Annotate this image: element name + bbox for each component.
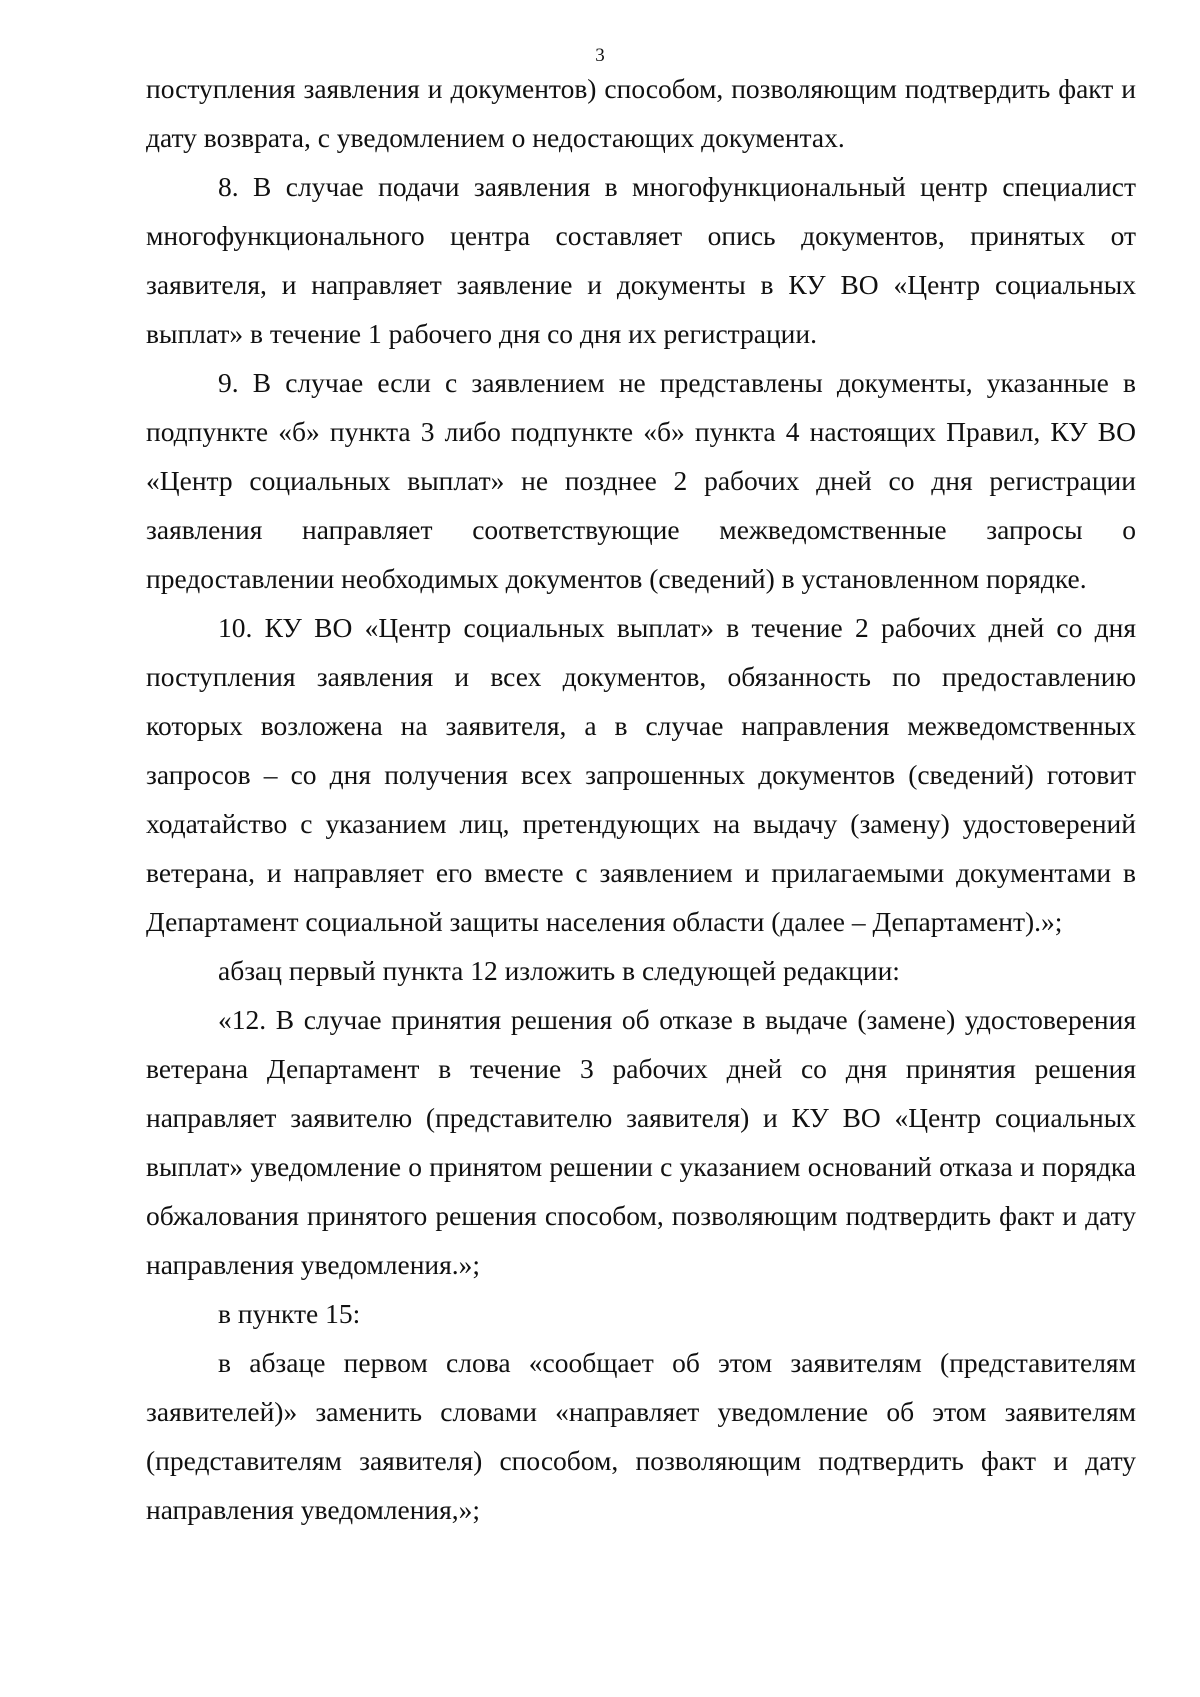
paragraph-continuation: поступления заявления и документов) способом, позволяющим подтвердить факт и дату возврата, с уведомлением о недостающих документах. [146,73,1136,153]
page-number: 3 [595,45,605,66]
paragraph-item-10: 10. КУ ВО «Центр социальных выплат» в течение 2 рабочих дней со дня поступления заявления и всех документов, обязанность по предоставлению которых возложена на заявителя, а в случае направления межведомственных запросов – со дня получения всех запрошенных документов (сведений) готовит ходатайство с указанием лиц, претендующих на выдачу (замену) удостоверений ветерана, и направляет его вместе с заявлением и прилагаемыми документами в Департамент социальной защиты населения области (далее – Департамент).»; [146,612,1136,937]
paragraph-amendment-15: в абзаце первом слова «сообщает об этом заявителям (представителям заявителей)» заменить словами «направляет уведомление об этом заявителям (представителям заявителя) способом, позволяющим подтвердить факт и дату направления уведомления,»; [146,1347,1136,1525]
paragraph-amendment-intro-12: абзац первый пункта 12 изложить в следующей редакции: [218,955,900,986]
paragraph-item-9: 9. В случае если с заявлением не представлены документы, указанные в подпункте «б» пункта 3 либо подпункте «б» пункта 4 настоящих Правил, КУ ВО «Центр социальных выплат» не позднее 2 рабочих дней со дня регистрации заявления направляет соответствующие межведомственные запросы о предоставлении необходимых документов (сведений) в установленном порядке. [146,367,1136,594]
document-body [146,64,1136,1534]
paragraph-item-8: 8. В случае подачи заявления в многофункциональный центр специалист многофункционального центра составляет опись документов, принятых от заявителя, и направляет заявление и документы в КУ ВО «Центр социальных выплат» в течение 1 рабочего дня со дня их регистрации. [146,171,1136,349]
paragraph-amendment-intro-15: в пункте 15: [218,1298,361,1329]
paragraph-item-12: «12. В случае принятия решения об отказе в выдаче (замене) удостоверения ветерана Департамент в течение 3 рабочих дней со дня принятия решения направляет заявителю (представителю заявителя) и КУ ВО «Центр социальных выплат» уведомление о принятом решении с указанием оснований отказа и порядка обжалования принятого решения способом, позволяющим подтвердить факт и дату направления уведомления.»; [146,1004,1136,1280]
